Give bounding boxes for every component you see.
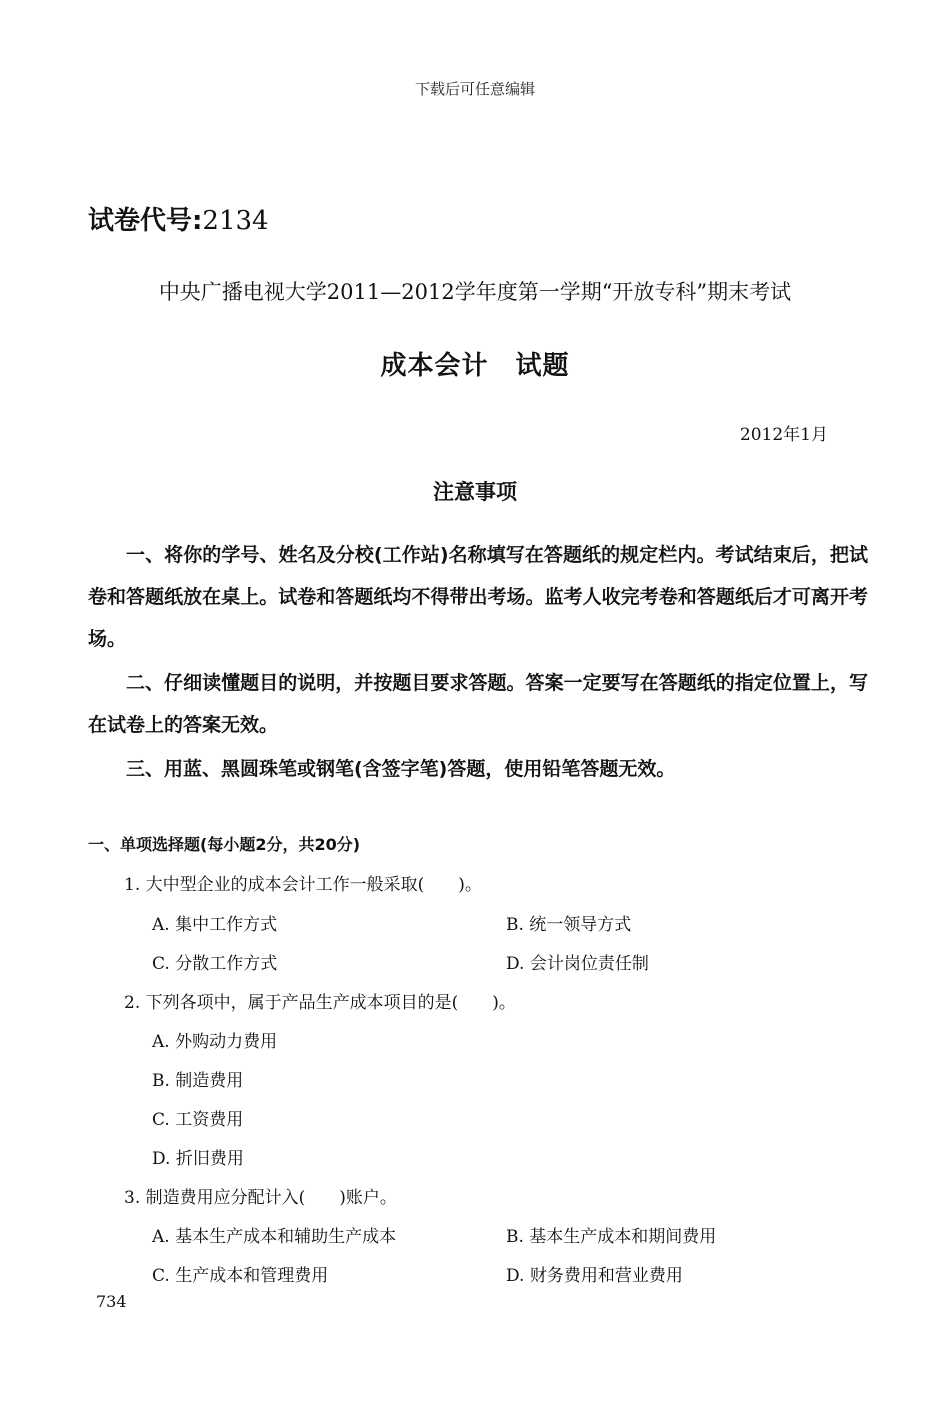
exam-date: 2012年1月 [739, 425, 828, 445]
question-option: B. 制造费用 [152, 1071, 244, 1091]
notice-item: 三、用蓝、黑圆珠笔或钢笔(含签字笔)答题，使用铅笔答题无效。 [126, 758, 676, 780]
question-option: C. 分散工作方式 [152, 954, 278, 974]
question-stem: 3. 制造费用应分配计入( )账户。 [124, 1188, 397, 1208]
header-note: 下载后可任意编辑 [414, 80, 535, 98]
question-option: A. 集中工作方式 [152, 915, 278, 935]
question-option: A. 基本生产成本和辅助生产成本 [152, 1227, 397, 1247]
question-stem: 1. 大中型企业的成本会计工作一般采取( )。 [124, 875, 482, 895]
university-line: 中央广播电视大学2011—2012学年度第一学期“开放专科”期末考试 [158, 280, 792, 304]
question-option: D. 财务费用和营业费用 [506, 1266, 683, 1286]
page-number: 734 [96, 1292, 127, 1311]
question-option: B. 统一领导方式 [506, 915, 632, 935]
paper-code [88, 200, 269, 237]
notice-title: 注意事项 [433, 480, 517, 504]
subject-title: 成本会计 试题 [380, 351, 570, 381]
question-option: A. 外购动力费用 [152, 1032, 278, 1052]
question-stem: 2. 下列各项中，属于产品生产成本项目的是( )。 [124, 993, 516, 1013]
notice-item: 一、将你的学号、姓名及分校(工作站)名称填写在答题纸的规定栏内。考试结束后，把试卷和答题纸放在桌上。试卷和答题纸均不得带出考场。监考人收完考卷和答题纸后才可离开考场。 [88, 544, 868, 650]
section-title: 一、单项选择题(每小题2分，共20分) [88, 835, 361, 854]
paper-code-label: 试卷代号: [88, 206, 203, 236]
question-option: C. 生产成本和管理费用 [152, 1266, 329, 1286]
notice-item: 二、仔细读懂题目的说明，并按题目要求答题。答案一定要写在答题纸的指定位置上，写在试卷上的答案无效。 [88, 672, 868, 736]
question-option: C. 工资费用 [152, 1110, 244, 1130]
question-option: B. 基本生产成本和期间费用 [506, 1227, 717, 1247]
paper-code-number: 2134 [202, 206, 269, 236]
question-option: D. 会计岗位责任制 [506, 954, 649, 974]
notices [88, 534, 868, 792]
question-option: D. 折旧费用 [152, 1149, 244, 1169]
